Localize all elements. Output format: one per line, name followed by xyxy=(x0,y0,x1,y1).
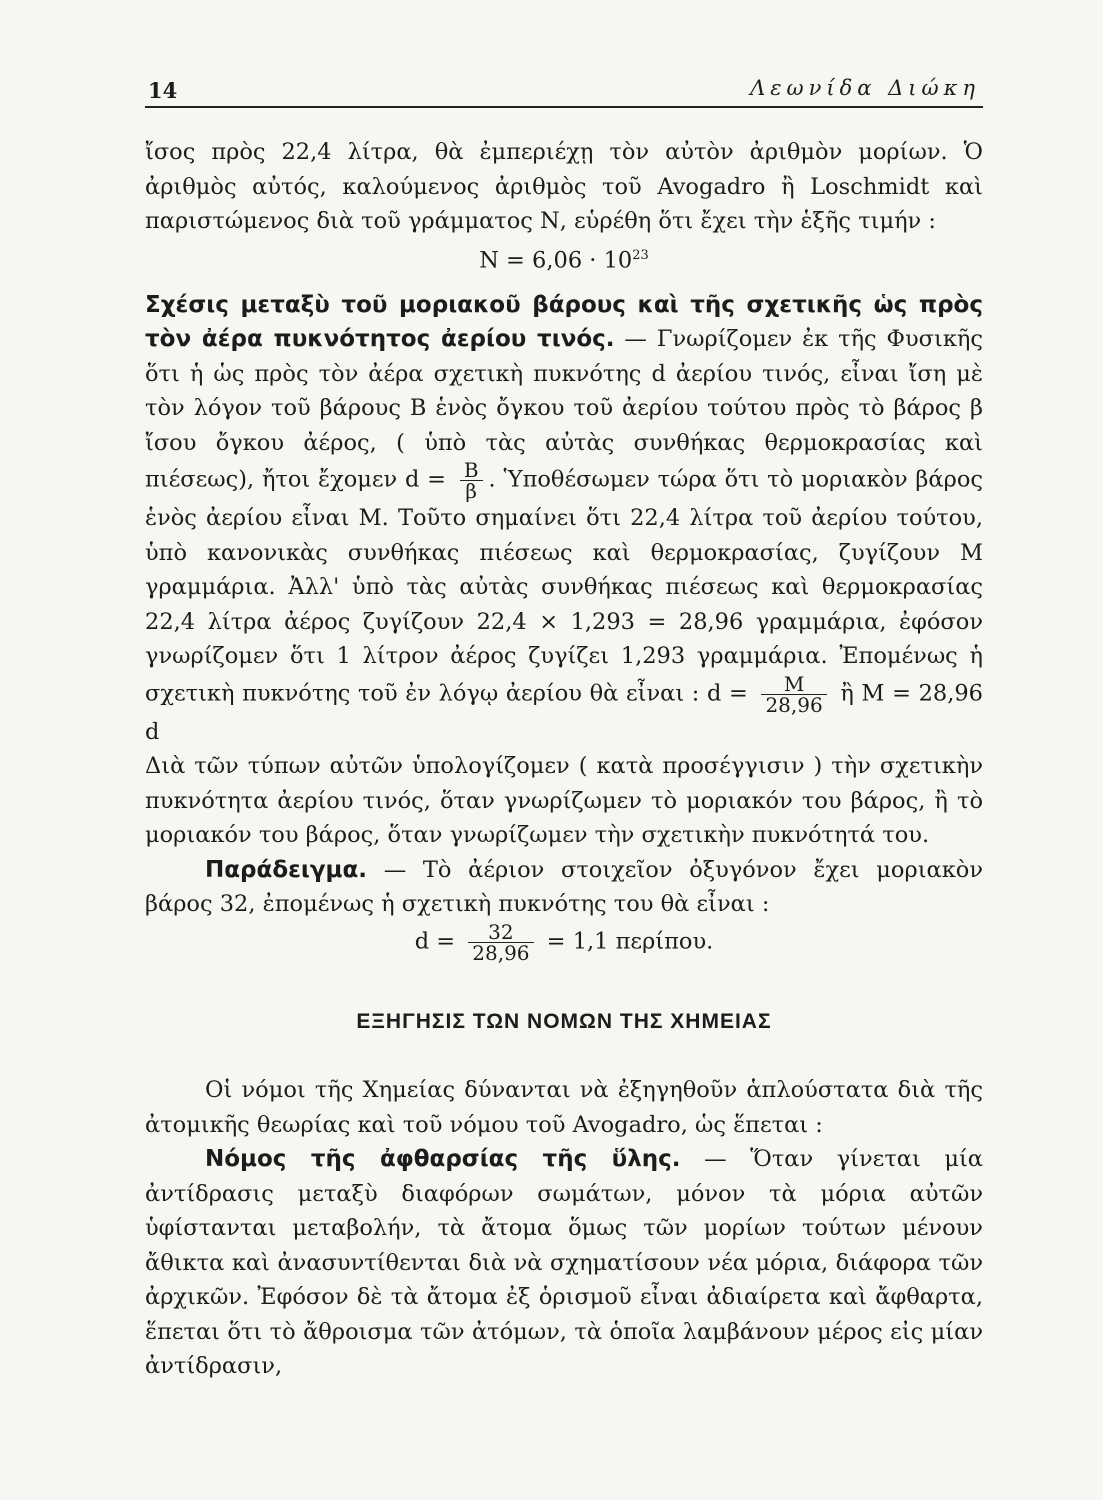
fraction-numerator: 32 xyxy=(468,922,533,943)
section-title: ΕΞΗΓΗΣΙΣ ΤΩΝ ΝΟΜΩΝ ΤΗΣ ΧΗΜΕΙΑΣ xyxy=(356,1009,772,1033)
fraction-b-over-beta xyxy=(460,460,483,501)
density-text-3: ἢ Μ = 28,96 d xyxy=(145,680,983,745)
fraction-denominator: 28,96 xyxy=(472,940,530,965)
section-heading-density: Σχέσις μεταξὺ τοῦ μοριακοῦ βάρους καὶ τῆς σχετικῆς ὡς πρὸς τὸν ἀέρα πυκνότητος ἀερίου τινός. xyxy=(145,291,983,352)
density-text-1: — Γνωρίζομεν ἐκ τῆς Φυσικῆς ὅτι ἡ ὡς πρὸς τὸν ἀέρα σχετικὴ πυκνότης d ἀερίου τινός, εἶναι ἴση μὲ τὸν λόγον τοῦ βάρους Β ἑνὸς ὄγκου τοῦ ἀερίου τούτου πρὸς τὸ βάρος β ἴσου ὄγκου ἀέρος, ( ὑπὸ τὰς αὐτὰς συνθήκας θερμοκρασίας καὶ πιέσεως), ἤτοι ἔχομεν d = xyxy=(145,326,983,493)
paragraph-laws-intro: Οἱ νόμοι τῆς Χημείας δύνανται νὰ ἐξηγηθοῦν ἁπλούστατα διὰ τῆς ἀτομικῆς θεωρίας καὶ τοῦ νόμου τοῦ Avogadro, ὡς ἕπεται : xyxy=(145,1077,983,1138)
equation-avogadro-exponent: 23 xyxy=(632,247,649,263)
header-rule xyxy=(145,106,983,108)
example-text: — Τὸ ἀέριον στοιχεῖον ὀξυγόνον ἔχει μοριακὸν βάρος 32, ἐπομένως ἡ σχετικὴ πυκνότης του θὰ εἶναι : xyxy=(145,856,983,917)
example-label: Παράδειγμα. xyxy=(205,856,368,883)
equation-avogadro-main: N = 6,06 · 10 xyxy=(479,247,633,273)
equation-avogadro xyxy=(145,239,983,278)
paragraph-conservation-law xyxy=(145,1142,983,1384)
page-number: 14 xyxy=(148,78,178,103)
paragraph-example xyxy=(145,853,983,922)
fraction-denominator: 28,96 xyxy=(765,692,823,717)
equation-oxygen-rhs: = 1,1 περίπου. xyxy=(539,928,714,954)
fraction-32-over-2896 xyxy=(468,919,533,965)
page-header xyxy=(148,72,980,104)
law-heading: Νόμος τῆς ἀφθαρσίας τῆς ὕλης. xyxy=(205,1146,681,1172)
running-head: Λεωνίδα Διώκη xyxy=(750,76,980,100)
law-text: — Ὅταν γίνεται μία ἀντίδρασις μεταξὺ διαφόρων σωμάτων, μόνον τὰ μόρια αὐτῶν ὑφίστανται μεταβολήν, τὰ ἄτομα ὅμως τῶν μορίων τούτων μένουν ἄθικτα καὶ ἀνασυντίθενται διὰ νὰ σχηματίσουν νέα μόρια, διάφορα τῶν ἀρχικῶν. Ἐφόσον δὲ τὰ ἄτομα ἐξ ὁρισμοῦ εἶναι ἀδιαίρετα καὶ ἄφθαρτα, ἕπεται ὅτι τὸ ἄθροισμα τῶν ἀτόμων, τὰ ὁποῖα λαμβάνουν μέρος εἰς μίαν ἀντίδρασιν, xyxy=(145,1146,984,1379)
fraction-m-over-2896 xyxy=(761,671,826,717)
paragraph-density-relation xyxy=(145,288,983,750)
paragraph-avogadro: ἴσος πρὸς 22,4 λίτρα, θὰ ἐμπεριέχῃ τὸν αὐτὸν ἀριθμὸν μορίων. Ὁ ἀριθμὸς αὐτός, καλούμενος ἀριθμὸς τοῦ Avogadro ἢ Loschmidt καὶ παριστώμενος διὰ τοῦ γράμματος Ν, εὑρέθη ὅτι ἔχει τὴν ἑξῆς τιμήν : xyxy=(145,139,983,234)
equation-oxygen-lhs: d = xyxy=(414,928,463,954)
density-text-2: . Ὑποθέσωμεν τώρα ὅτι τὸ μοριακὸν βάρος ἑνὸς ἀερίου εἶναι Μ. Τοῦτο σημαίνει ὅτι 22,4 λίτρα τοῦ ἀερίου τούτου, ὑπὸ κανονικὰς συνθήκας πιέσεως καὶ θερμοκρασίας, ζυγίζουν Μ γραμμάρια. Ἀλλ' ὑπὸ τὰς αὐτὰς συνθήκας πιέσεως καὶ θερμοκρασίας 22,4 λίτρα ἀέρος ζυγίζουν 22,4 × 1,293 = 28,96 γραμμάρια, ἐφόσον γνωρίζομεν ὅτι 1 λίτρον ἀέρος ζυγίζει 1,293 γραμμάρια. Ἐπομένως ἡ σχετικὴ πυκνότης τοῦ ἐν λόγῳ ἀερίου θὰ εἶναι : d = xyxy=(145,466,983,706)
equation-oxygen-density xyxy=(145,919,983,965)
fraction-numerator: M xyxy=(761,674,826,695)
paragraph-formulas-usage: Διὰ τῶν τύπων αὐτῶν ὑπολογίζομεν ( κατὰ προσέγγισιν ) τὴν σχετικὴν πυκνότητα ἀερίου τινός, ὅταν γνωρίζωμεν τὸ μοριακόν του βάρος, ἢ τὸ μοριακόν του βάρος, ὅταν γνωρίζωμεν τὴν σχετικὴν πυκνότητά του. xyxy=(145,753,983,848)
fraction-numerator: B xyxy=(460,460,483,481)
fraction-denominator: β xyxy=(465,479,477,503)
page-body xyxy=(145,135,983,1384)
